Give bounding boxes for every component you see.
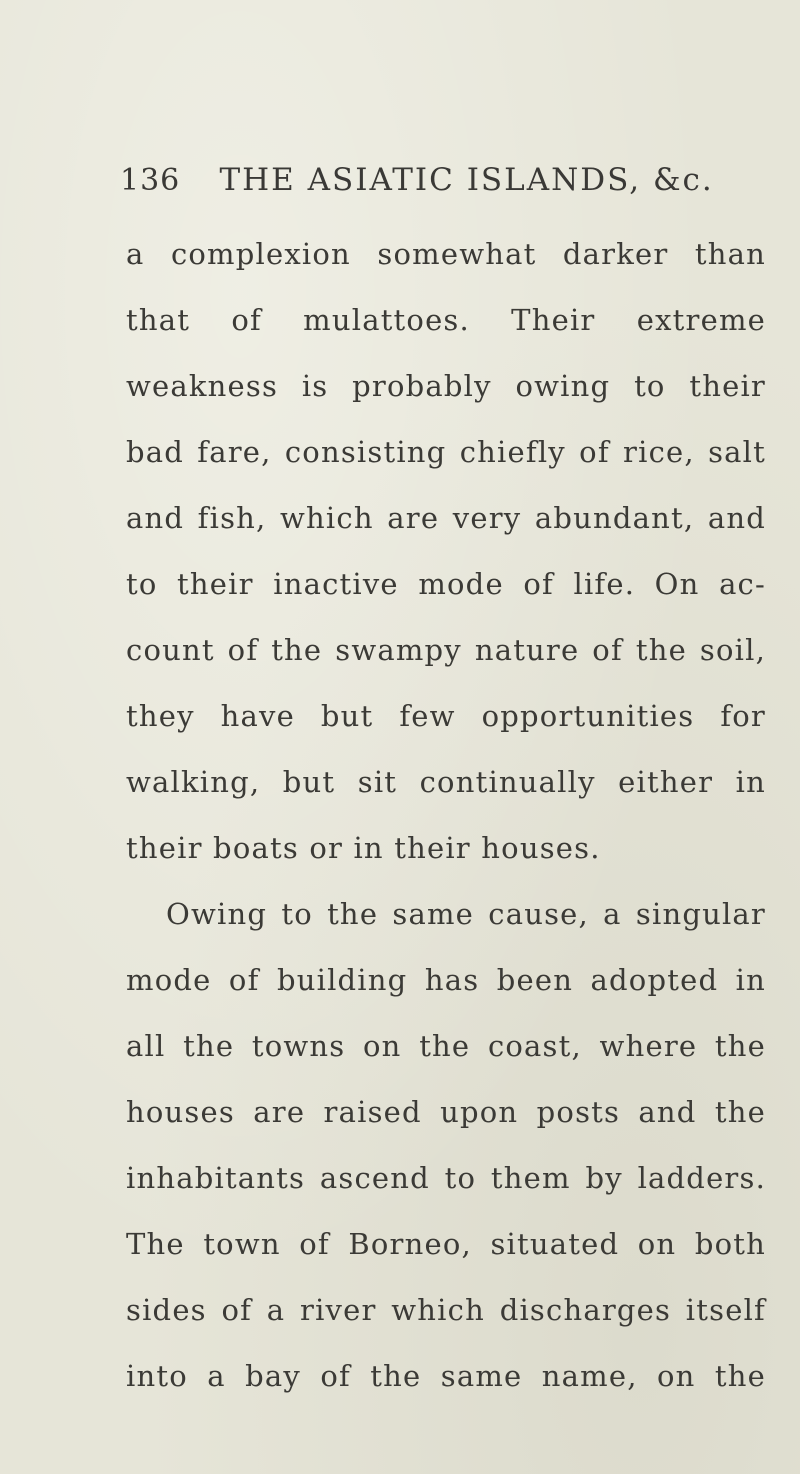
- text-line: The town of Borneo, situated on both: [126, 1227, 766, 1261]
- body-text: [126, 221, 766, 1409]
- text-line: a complexion somewhat darker than: [126, 237, 766, 271]
- text-line: inhabitants ascend to them by ladders.: [126, 1161, 766, 1195]
- running-title: THE ASIATIC ISLANDS, &c.: [219, 162, 714, 198]
- text-line: and fish, which are very abundant, and: [126, 501, 766, 535]
- text-line: mode of building has been adopted in: [126, 963, 766, 997]
- text-line: all the towns on the coast, where the: [126, 1029, 766, 1063]
- text-line: weakness is probably owing to their: [126, 369, 766, 403]
- text-line: sides of a river which discharges itself: [126, 1293, 766, 1327]
- text-line: that of mulattoes. Their extreme: [126, 303, 766, 337]
- text-line: count of the swampy nature of the soil,: [126, 633, 766, 667]
- text-line: bad fare, consisting chiefly of rice, salt: [126, 435, 766, 469]
- text-line: houses are raised upon posts and the: [126, 1095, 766, 1129]
- text-line: walking, but sit continually either in: [126, 765, 766, 799]
- text-line: they have but few opportunities for: [126, 699, 766, 733]
- text-line: into a bay of the same name, on the: [126, 1359, 766, 1393]
- text-line: to their inactive mode of life. On ac-: [126, 567, 766, 601]
- text-line: Owing to the same cause, a singular: [166, 897, 766, 931]
- page-number: 136: [120, 163, 181, 198]
- page-header: [120, 160, 740, 198]
- text-line: their boats or in their houses.: [126, 831, 601, 865]
